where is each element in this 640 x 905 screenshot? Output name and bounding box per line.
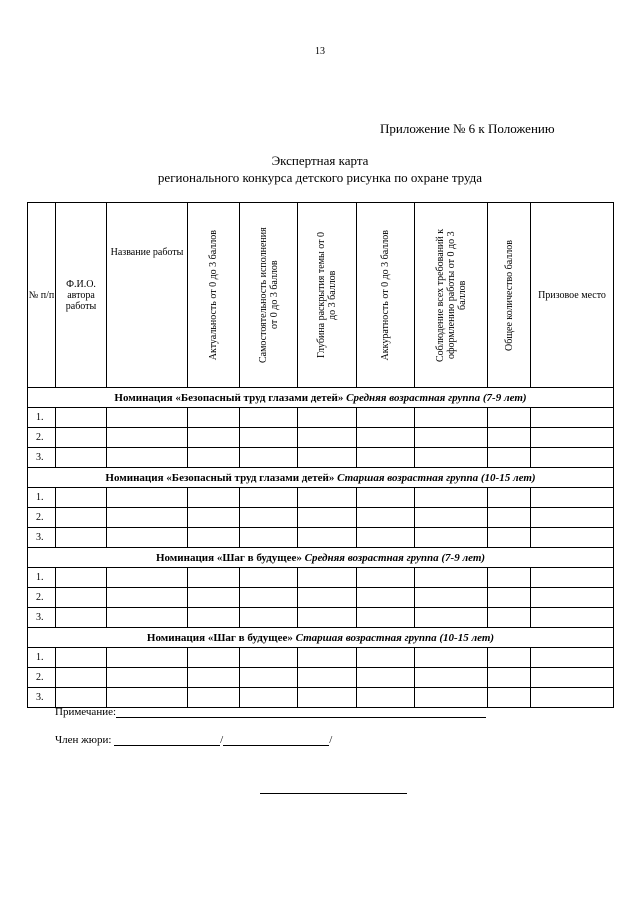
table-row xyxy=(28,688,614,708)
entry-cell[interactable] xyxy=(531,648,614,668)
entry-cell[interactable] xyxy=(357,428,415,448)
table-row xyxy=(28,408,614,428)
appendix-label: Приложение № 6 к Положению xyxy=(380,121,555,136)
row-number: 1. xyxy=(28,648,56,668)
table-row xyxy=(28,528,614,548)
entry-cell[interactable] xyxy=(488,688,531,708)
entry-cell[interactable] xyxy=(357,568,415,588)
header-title: Название работы xyxy=(107,203,188,388)
table-row xyxy=(28,448,614,468)
jury-label: Член жюри: xyxy=(55,734,112,746)
table-body xyxy=(28,388,614,708)
entry-cell[interactable] xyxy=(107,668,188,688)
entry-cell[interactable] xyxy=(56,408,107,428)
jury-separator-2: / xyxy=(329,734,333,746)
row-number: 3. xyxy=(28,448,56,468)
nomination-row xyxy=(28,548,614,568)
nomination-title: Номинация «Безопасный труд глазами детей» xyxy=(105,471,335,484)
entry-cell[interactable] xyxy=(107,608,188,628)
entry-cell[interactable] xyxy=(56,608,107,628)
entry-cell[interactable] xyxy=(357,648,415,668)
entry-cell[interactable] xyxy=(415,408,488,428)
entry-cell[interactable] xyxy=(107,508,188,528)
entry-cell[interactable] xyxy=(56,688,107,708)
entry-cell[interactable] xyxy=(357,688,415,708)
nomination-cell xyxy=(28,388,614,408)
entry-cell[interactable] xyxy=(298,508,357,528)
entry-cell[interactable] xyxy=(240,508,298,528)
entry-cell[interactable] xyxy=(107,528,188,548)
row-number: 1. xyxy=(28,488,56,508)
jury-separator-1: / xyxy=(220,734,224,746)
expert-card-table xyxy=(27,202,614,708)
entry-cell[interactable] xyxy=(240,428,298,448)
nomination-title: Номинация «Шаг в будущее» xyxy=(155,551,302,564)
entry-cell[interactable] xyxy=(357,668,415,688)
entry-cell[interactable] xyxy=(531,568,614,588)
entry-cell[interactable] xyxy=(531,448,614,468)
entry-cell[interactable] xyxy=(188,588,240,608)
entry-cell[interactable] xyxy=(188,508,240,528)
nomination-title: Номинация «Шаг в будущее» xyxy=(146,631,293,644)
entry-cell[interactable] xyxy=(56,528,107,548)
nomination-title: Номинация «Безопасный труд глазами детей» xyxy=(114,391,344,404)
entry-cell[interactable] xyxy=(188,428,240,448)
entry-cell[interactable] xyxy=(415,428,488,448)
entry-cell[interactable] xyxy=(415,608,488,628)
row-number: 3. xyxy=(28,528,56,548)
row-number: 2. xyxy=(28,668,56,688)
table-row xyxy=(28,648,614,668)
entry-cell[interactable] xyxy=(531,528,614,548)
entry-cell[interactable] xyxy=(357,588,415,608)
table-row xyxy=(28,568,614,588)
entry-cell[interactable] xyxy=(415,488,488,508)
entry-cell[interactable] xyxy=(107,448,188,468)
entry-cell[interactable] xyxy=(298,648,357,668)
entry-cell[interactable] xyxy=(531,668,614,688)
table-row xyxy=(28,508,614,528)
entry-cell[interactable] xyxy=(107,688,188,708)
entry-cell[interactable] xyxy=(488,608,531,628)
entry-cell[interactable] xyxy=(488,408,531,428)
age-group: Средняя возрастная группа (7-9 лет) xyxy=(304,551,486,564)
header-total: Общее количество баллов xyxy=(488,203,531,388)
table-row xyxy=(28,608,614,628)
entry-cell[interactable] xyxy=(240,488,298,508)
entry-cell[interactable] xyxy=(531,688,614,708)
header-fio: Ф.И.О. автора работы xyxy=(56,203,107,388)
header-row xyxy=(28,203,614,388)
nomination-cell xyxy=(28,468,614,488)
table-row xyxy=(28,668,614,688)
age-group: Старшая возрастная группа (10-15 лет) xyxy=(337,471,536,484)
header-independence: Самостоятельность исполнения от 0 до 3 баллов xyxy=(240,203,298,388)
entry-cell[interactable] xyxy=(240,648,298,668)
entry-cell[interactable] xyxy=(56,488,107,508)
document-subtitle: регионального конкурса детского рисунка по охране труда xyxy=(157,170,483,185)
entry-cell[interactable] xyxy=(298,608,357,628)
nomination-row xyxy=(28,628,614,648)
jury-name-field[interactable] xyxy=(114,734,220,746)
entry-cell[interactable] xyxy=(298,668,357,688)
page-number: 13 xyxy=(315,46,325,57)
entry-cell[interactable] xyxy=(298,448,357,468)
entry-cell[interactable] xyxy=(488,588,531,608)
header-accuracy: Аккуратность от 0 до 3 баллов xyxy=(357,203,415,388)
nomination-cell xyxy=(28,628,614,648)
entry-cell[interactable] xyxy=(56,428,107,448)
entry-cell[interactable] xyxy=(188,648,240,668)
entry-cell[interactable] xyxy=(531,408,614,428)
nomination-cell xyxy=(28,548,614,568)
header-depth: Глубина раскрытия темы от 0 до 3 баллов xyxy=(298,203,357,388)
row-number: 2. xyxy=(28,428,56,448)
entry-cell[interactable] xyxy=(56,648,107,668)
note-field[interactable] xyxy=(116,706,486,718)
entry-cell[interactable] xyxy=(56,588,107,608)
document-title: Экспертная карта xyxy=(271,153,369,168)
row-number: 1. xyxy=(28,568,56,588)
entry-cell[interactable] xyxy=(298,528,357,548)
entry-cell[interactable] xyxy=(56,508,107,528)
entry-cell[interactable] xyxy=(488,488,531,508)
entry-cell[interactable] xyxy=(56,668,107,688)
entry-cell[interactable] xyxy=(107,428,188,448)
entry-cell[interactable] xyxy=(488,568,531,588)
entry-cell[interactable] xyxy=(531,608,614,628)
entry-cell[interactable] xyxy=(488,648,531,668)
nomination-row xyxy=(28,388,614,408)
entry-cell[interactable] xyxy=(240,448,298,468)
entry-cell[interactable] xyxy=(357,448,415,468)
header-num: № п/п xyxy=(28,203,56,388)
age-group: Средняя возрастная группа (7-9 лет) xyxy=(346,391,527,404)
entry-cell[interactable] xyxy=(488,448,531,468)
entry-cell[interactable] xyxy=(240,668,298,688)
entry-cell[interactable] xyxy=(531,588,614,608)
entry-cell[interactable] xyxy=(415,508,488,528)
entry-cell[interactable] xyxy=(415,448,488,468)
entry-cell[interactable] xyxy=(188,488,240,508)
entry-cell[interactable] xyxy=(488,428,531,448)
entry-cell[interactable] xyxy=(357,508,415,528)
table-row xyxy=(28,428,614,448)
entry-cell[interactable] xyxy=(240,568,298,588)
entry-cell[interactable] xyxy=(357,408,415,428)
entry-cell[interactable] xyxy=(357,488,415,508)
entry-cell[interactable] xyxy=(415,528,488,548)
nomination-row xyxy=(28,468,614,488)
entry-cell[interactable] xyxy=(240,608,298,628)
entry-cell[interactable] xyxy=(240,688,298,708)
entry-cell[interactable] xyxy=(298,688,357,708)
entry-cell[interactable] xyxy=(56,448,107,468)
entry-cell[interactable] xyxy=(488,668,531,688)
age-group: Старшая возрастная группа (10-15 лет) xyxy=(295,631,495,644)
jury-signature-field[interactable] xyxy=(223,734,329,746)
entry-cell[interactable] xyxy=(488,508,531,528)
entry-cell[interactable] xyxy=(240,528,298,548)
entry-cell[interactable] xyxy=(188,688,240,708)
entry-cell[interactable] xyxy=(298,488,357,508)
entry-cell[interactable] xyxy=(531,428,614,448)
entry-cell[interactable] xyxy=(415,648,488,668)
entry-cell[interactable] xyxy=(415,568,488,588)
entry-cell[interactable] xyxy=(357,528,415,548)
jury-line xyxy=(55,734,332,746)
entry-cell[interactable] xyxy=(188,608,240,628)
table-row xyxy=(28,588,614,608)
entry-cell[interactable] xyxy=(188,408,240,428)
entry-cell[interactable] xyxy=(298,428,357,448)
entry-cell[interactable] xyxy=(107,588,188,608)
entry-cell[interactable] xyxy=(107,488,188,508)
entry-cell[interactable] xyxy=(488,528,531,548)
entry-cell[interactable] xyxy=(415,688,488,708)
entry-cell[interactable] xyxy=(188,528,240,548)
row-number: 2. xyxy=(28,508,56,528)
entry-cell[interactable] xyxy=(107,568,188,588)
entry-cell[interactable] xyxy=(107,648,188,668)
entry-cell[interactable] xyxy=(56,568,107,588)
row-number: 1. xyxy=(28,408,56,428)
entry-cell[interactable] xyxy=(188,668,240,688)
entry-cell[interactable] xyxy=(188,568,240,588)
note-label: Примечание: xyxy=(55,706,117,718)
entry-cell[interactable] xyxy=(298,568,357,588)
entry-cell[interactable] xyxy=(531,508,614,528)
table-row xyxy=(28,488,614,508)
entry-cell[interactable] xyxy=(415,588,488,608)
entry-cell[interactable] xyxy=(415,668,488,688)
signature-line[interactable] xyxy=(260,792,407,794)
entry-cell[interactable] xyxy=(357,608,415,628)
header-requirements: Соблюдение всех требований к оформлению работы от 0 до 3 баллов xyxy=(415,203,488,388)
header-relevance: Актуальность от 0 до 3 баллов xyxy=(188,203,240,388)
row-number: 3. xyxy=(28,608,56,628)
row-number: 2. xyxy=(28,588,56,608)
entry-cell[interactable] xyxy=(298,408,357,428)
entry-cell[interactable] xyxy=(240,408,298,428)
entry-cell[interactable] xyxy=(531,488,614,508)
entry-cell[interactable] xyxy=(298,588,357,608)
row-number: 3. xyxy=(28,688,56,708)
header-place: Призовое место xyxy=(531,203,614,388)
entry-cell[interactable] xyxy=(107,408,188,428)
entry-cell[interactable] xyxy=(188,448,240,468)
entry-cell[interactable] xyxy=(240,588,298,608)
note-line xyxy=(55,706,486,718)
